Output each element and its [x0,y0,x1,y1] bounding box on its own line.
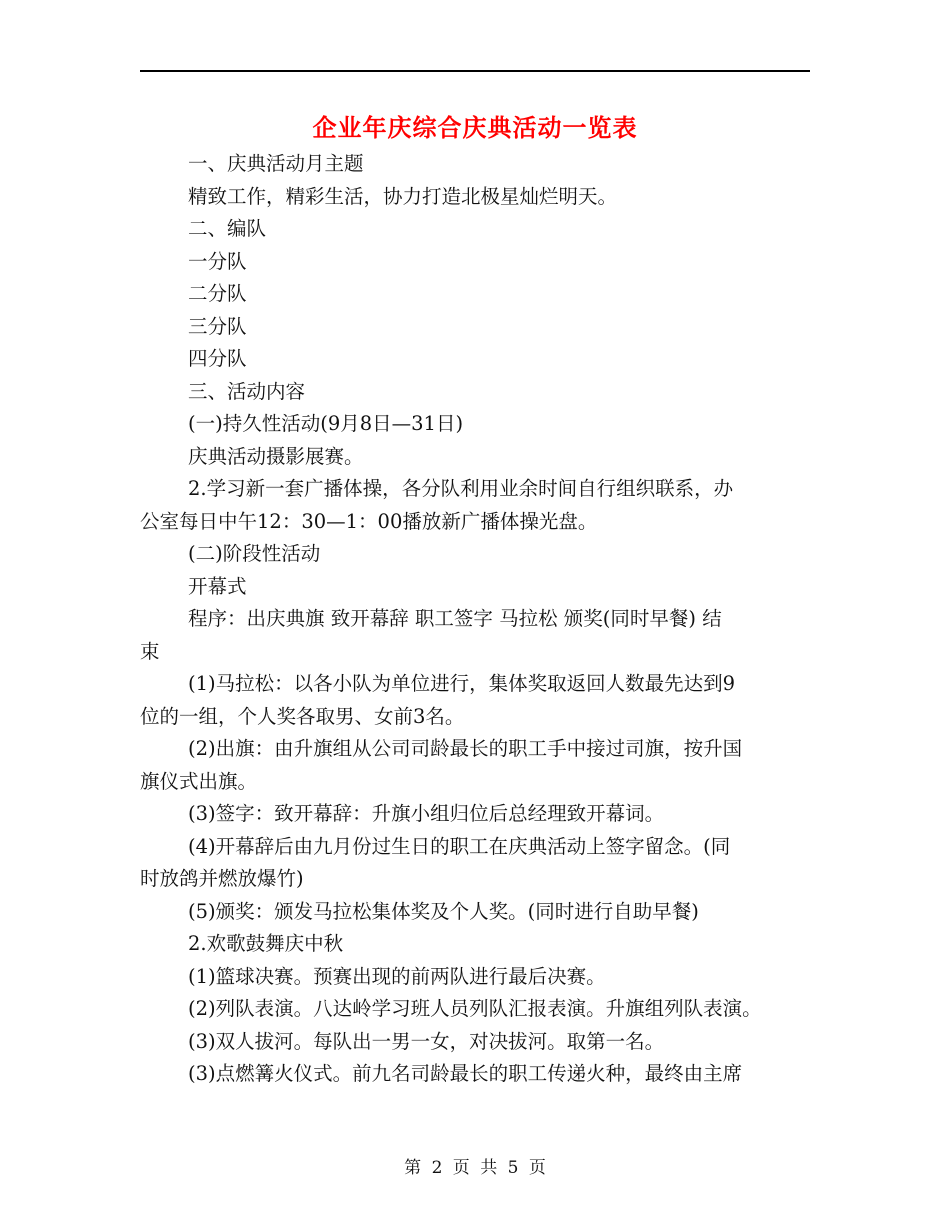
text-line: (2)出旗：由升旗组从公司司龄最长的职工手中接过司旗，按升国 [188,737,743,760]
text-line: (3)点燃篝火仪式。前九名司龄最长的职工传递火种，最终由主席 [188,1062,743,1085]
text-line: (4)开幕辞后由九月份过生日的职工在庆典活动上签字留念。(同 [188,834,731,858]
text-line: 公室每日中午12：30—1：00播放新广播体操光盘。 [140,509,598,533]
text-line: 2.学习新一套广播体操，各分队利用业余时间自行组织联系，办 [188,477,734,500]
text-line: 一、庆典活动月主题 [188,152,364,175]
text-line: 庆典活动摄影展赛。 [188,444,364,468]
text-line: 程序：出庆典旗 致开幕辞 职工签字 马拉松 颁奖(同时早餐) 结 [188,607,722,630]
text-line: (1)篮球决赛。预赛出现的前两队进行最后决赛。 [188,964,606,988]
text-line: 精致工作，精彩生活，协力打造北极星灿烂明天。 [188,184,618,208]
text-line: 三分队 [188,314,247,338]
text-line: 束 [140,639,160,663]
text-line: 时放鸽并燃放爆竹) [140,867,304,890]
text-line: (3)双人拔河。每队出一男一女，对决拔河。取第一名。 [188,1029,665,1053]
text-line: (3)签字：致开幕辞：升旗小组归位后总经理致开幕词。 [188,802,665,825]
text-line: 二分队 [188,282,247,305]
text-line: (2)列队表演。八达岭学习班人员列队汇报表演。升旗组列队表演。 [188,997,762,1020]
text-line: 四分队 [188,347,247,370]
text-line: 三、活动内容 [188,379,306,403]
document-title: 企业年庆综合庆典活动一览表 [312,113,638,142]
document-body [140,148,820,1091]
page-number: 第 2 页 共 5 页 [404,1158,546,1178]
text-line: 旗仪式出旗。 [140,769,258,793]
header-rule [140,70,810,72]
text-line: (5)颁奖：颁发马拉松集体奖及个人奖。(同时进行自助早餐) [188,899,699,923]
text-line: 位的一组，个人奖各取男、女前3名。 [140,704,465,728]
text-line: 一分队 [188,249,247,273]
text-line: 2.欢歌鼓舞庆中秋 [188,932,344,955]
text-line: 开幕式 [188,574,247,598]
text-line: (1)马拉松：以各小队为单位进行，集体奖取返回人数最先达到9 [188,672,736,695]
text-line: 二、编队 [188,217,267,240]
text-line: (一)持久性活动(9月8日—31日) [188,412,464,435]
text-line: (二)阶段性活动 [188,542,321,565]
